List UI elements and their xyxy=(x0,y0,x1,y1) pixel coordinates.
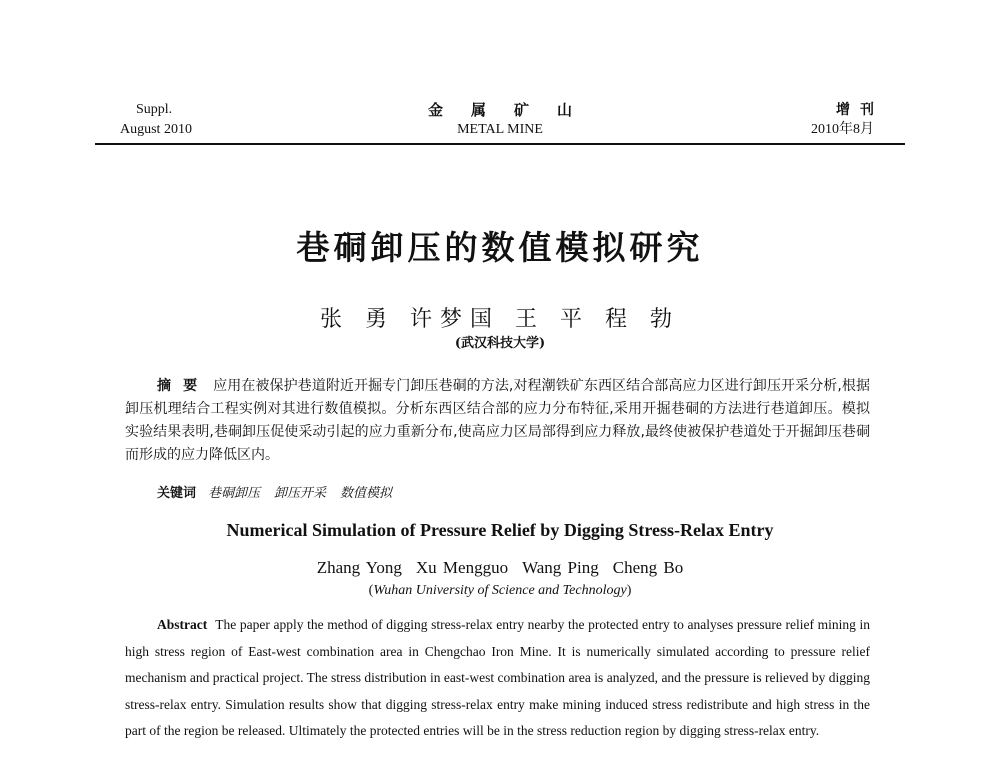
author-name: Zhang Yong xyxy=(316,558,402,577)
header-rule xyxy=(95,143,905,145)
header-date-en: August 2010 xyxy=(120,122,192,137)
affiliation-name-en: Wuhan University of Science and Technology xyxy=(373,583,627,598)
affiliation-en xyxy=(0,583,1000,599)
journal-name-en: METAL MINE xyxy=(457,122,543,137)
affiliation-open-paren: ( xyxy=(368,583,374,598)
abstract-label-cn: 摘要 xyxy=(157,378,210,394)
keywords-label-cn: 关键词 xyxy=(157,486,197,501)
authors-en xyxy=(0,558,1000,578)
paper-title-cn: 巷硐卸压的数值模拟研究 xyxy=(296,228,704,267)
journal-name-cn: 金属矿山 xyxy=(427,101,600,119)
affiliation-close-paren: ) xyxy=(626,583,632,598)
header-date-cn: 2010年8月 xyxy=(811,122,874,137)
affiliation-cn: (武汉科技大学) xyxy=(454,336,546,351)
authors-cn: 张 勇 许梦国 王 平 程 勃 xyxy=(320,307,680,332)
header-right xyxy=(811,100,884,140)
keyword: 卸压开采 xyxy=(274,486,327,501)
abstract-label-en: Abstract xyxy=(157,617,208,632)
author-name: Xu Mengguo xyxy=(415,558,509,577)
paper-title-en: Numerical Simulation of Pressure Relief by Digging Stress-Relax Entry xyxy=(226,520,774,540)
keywords-cn xyxy=(157,482,406,501)
header-left xyxy=(120,100,192,140)
abstract-text-cn: 应用在被保护巷道附近开掘专门卸压巷硐的方法,对程潮铁矿东西区结合部高应力区进行卸压开采分析,根据卸压机理结合工程实例对其进行数值模拟。分析东西区结合部的应力分布特征,采用开掘巷硐的方法进行巷道卸压。模拟实验结果表明,巷硐卸压促使采动引起的应力重新分布,使高应力区局部得到应力释放,最终使被保护巷道处于开掘卸压巷硐而形成的应力降低区内。 xyxy=(125,378,870,463)
header-suppl: Suppl. xyxy=(136,102,173,117)
author-name: Cheng Bo xyxy=(612,558,684,577)
abstract-cn xyxy=(125,375,870,467)
keyword: 数值模拟 xyxy=(340,486,393,501)
author-name: Wang Ping xyxy=(522,558,599,577)
keyword: 巷硐卸压 xyxy=(208,486,261,501)
header-suppl-cn: 增刊 xyxy=(836,102,884,118)
abstract-en xyxy=(125,612,870,745)
header-journal xyxy=(380,100,620,140)
abstract-text-en: The paper apply the method of digging stress-relax entry nearby the protected entry to analyses pressure relief mining in high stress region of East-west combination area in Chengchao Iron Mine. It is numerically simulated according to pressure relief mechanism and practical project. The stress distribution in east-west combination area is analyzed, and the pressure is relieved by digging stress-relax entry. Simulation results show that digging stress-relax entry make mining induced stress redistribute and high stress in the part of the region be released. Ultimately the protected entries will be in the stress reduction region by digging stress-relax entry. xyxy=(125,617,870,738)
